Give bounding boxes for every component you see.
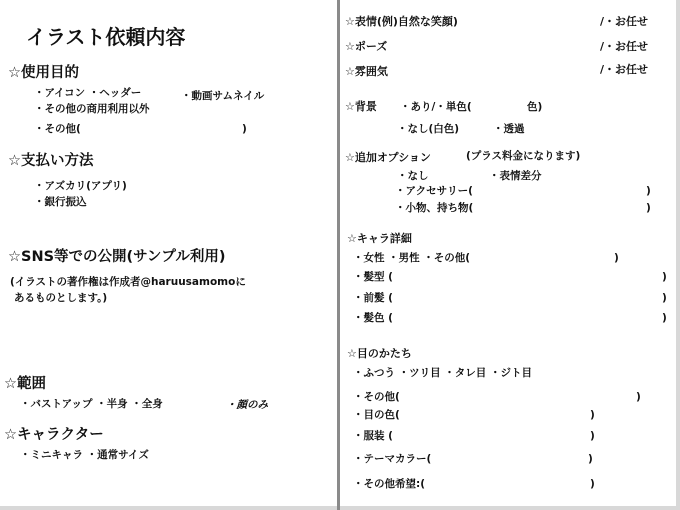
chara-hair-color-close: ) [662,312,667,324]
eye-shape-options[interactable]: ・ふつう ・ツリ目 ・タレ目 ・ジト目 [353,367,532,379]
page-title: イラスト依頼内容 [26,25,186,49]
sns-copyright-note-cont: あるものとします。) [14,292,108,304]
payment-heading: ☆支払い方法 [8,153,94,169]
usage-other-option[interactable]: ・その他( [34,123,81,135]
right-edge-shade [676,0,680,510]
sns-copyright-note: (イラストの著作権は作成者@haruusamomoに [10,276,246,288]
clothing-close: ) [590,430,595,442]
background-transparent-option[interactable]: ・透過 [493,123,525,135]
range-options[interactable]: ・バストアップ ・半身 ・全身 [20,398,163,410]
chara-bangs-close: ) [662,292,667,304]
other-request-field[interactable]: ・その他希望:( [353,478,425,490]
character-heading: ☆キャラクター [4,427,104,443]
options-price-note: (プラス料金になります) [466,150,581,162]
theme-color-close: ) [588,453,593,465]
usage-commercial-option[interactable]: ・その他の商用利用以外 [34,103,150,115]
usage-thumbnail-option[interactable]: ・動画サムネイル [181,90,265,102]
background-option-line1[interactable]: ・あり/・単色( [400,101,472,113]
clothing-field[interactable]: ・服装 ( [353,430,393,442]
chara-hairstyle-field[interactable]: ・髪型 ( [353,271,393,283]
options-expression-diff[interactable]: ・表情差分 [489,170,542,182]
bottom-edge-shade [0,506,680,510]
chara-detail-label: ☆キャラ詳細 [347,232,412,245]
options-props-close: ) [646,202,651,214]
expression-label-text: ☆表情 [345,15,377,28]
options-accessory[interactable]: ・アクセサリー( [395,185,473,197]
eye-color-close: ) [590,409,595,421]
usage-other-close-paren: ) [242,123,247,135]
eye-shape-label: ☆目のかたち [347,347,412,360]
expression-example: (例)自然な笑顔) [376,15,458,28]
options-props[interactable]: ・小物、持ち物( [395,202,474,214]
eye-color-field[interactable]: ・目の色( [353,409,400,421]
chara-bangs-field[interactable]: ・前髪 ( [353,292,393,304]
payment-skeb-option[interactable]: ・アズカリ(アプリ) [34,180,127,192]
background-label: ☆背景 [345,100,377,113]
expression-label [345,16,458,27]
chara-gender-options[interactable]: ・女性 ・男性 ・その他( [353,252,471,264]
other-request-close: ) [590,478,595,490]
options-none[interactable]: ・なし [397,170,429,182]
background-none-option[interactable]: ・なし(白色) [397,123,460,135]
background-color-close: 色) [527,101,543,113]
options-label: ☆追加オプション [345,151,431,164]
payment-bank-option[interactable]: ・銀行振込 [34,196,87,208]
options-accessory-close: ) [646,185,651,197]
sns-heading: ☆SNS等での公開(サンプル利用) [8,249,226,265]
range-face-only-option[interactable]: ・顔のみ [226,399,268,411]
character-options[interactable]: ・ミニキャラ ・通常サイズ [20,449,149,461]
pose-label: ☆ポーズ [345,40,388,53]
expression-choice[interactable]: /・お任せ [600,15,649,28]
chara-hairstyle-close: ) [662,271,667,283]
theme-color-field[interactable]: ・テーマカラー( [353,453,432,465]
eye-other-field[interactable]: ・その他( [353,391,400,403]
pose-choice[interactable]: /・お任せ [600,40,649,53]
eye-other-close: ) [636,391,641,403]
usage-icon-header-option[interactable]: ・アイコン ・ヘッダー [34,87,142,99]
column-divider [337,0,340,510]
usage-heading: ☆使用目的 [8,65,79,81]
range-heading: ☆範囲 [4,376,46,392]
chara-hair-color-field[interactable]: ・髪色 ( [353,312,393,324]
chara-gender-close: ) [614,252,619,264]
mood-label: ☆雰囲気 [345,65,388,78]
mood-choice[interactable]: /・お任せ [600,63,649,76]
